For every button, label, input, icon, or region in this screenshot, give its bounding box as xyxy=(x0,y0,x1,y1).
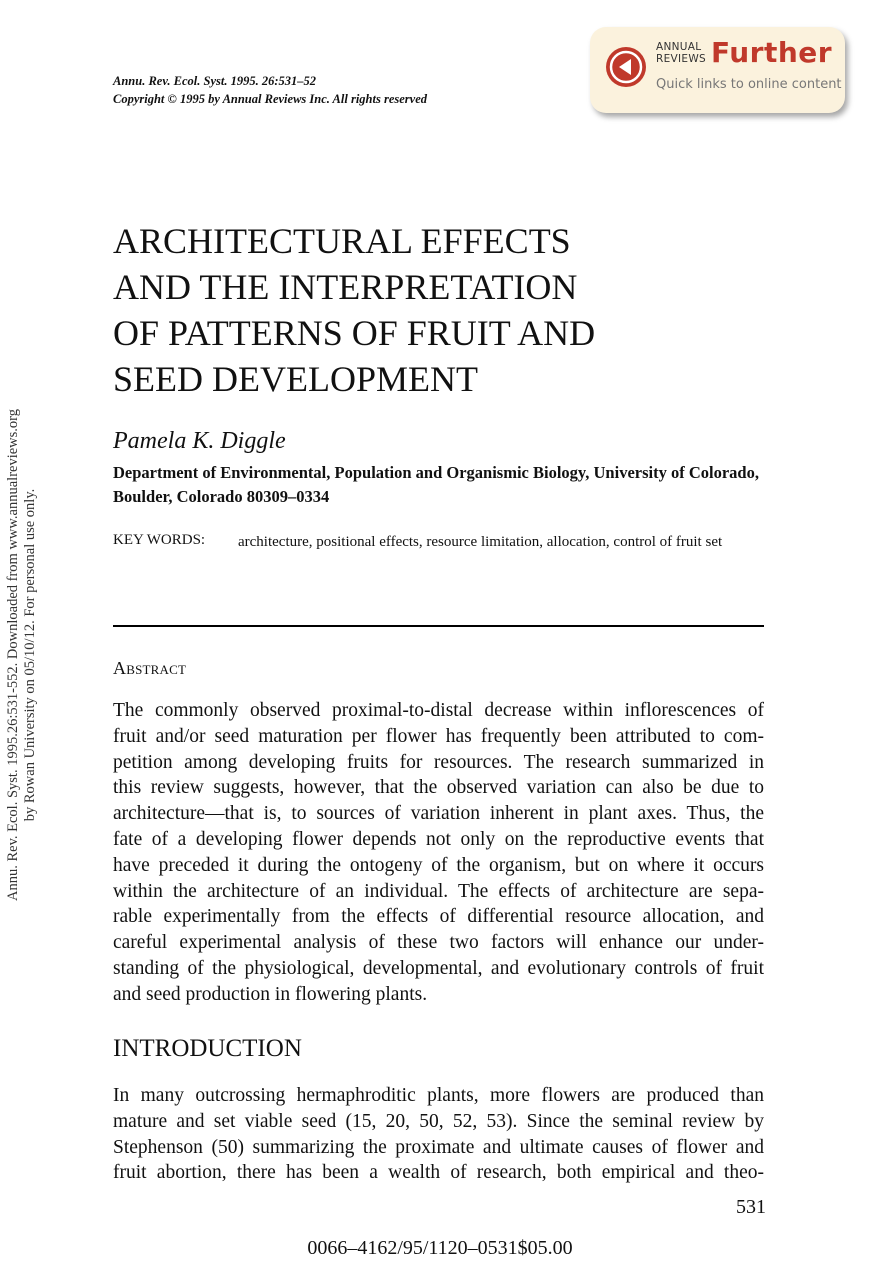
abstract-line: have preceded it during the ontogeny of the organism, but on where it occurs xyxy=(113,854,764,876)
author-affiliation: Department of Environmental, Population and Organismic Biology, University of Colorado, Boulder, Colorado 80309–0334 xyxy=(113,463,759,506)
abstract-line: petition among developing fruits for resources. The research summarized in xyxy=(113,751,764,773)
side-watermark xyxy=(5,205,55,1105)
title-line: SEED DEVELOPMENT xyxy=(113,359,478,399)
abstract-heading: Abstract xyxy=(113,658,187,678)
title-line: AND THE INTERPRETATION xyxy=(113,267,578,307)
copyright-line: Copyright © 1995 by Annual Reviews Inc. All rights reserved xyxy=(113,92,427,106)
further-tagline: Quick links to online content xyxy=(656,77,842,92)
watermark-line-2: by Rowan University on 05/10/12. For personal use only. xyxy=(22,488,38,822)
abstract-line: architecture—that is, to sources of variation inherent in plant axes. Thus, the xyxy=(113,803,764,825)
author-name: Pamela K. Diggle xyxy=(113,428,286,454)
abstract-line: fruit and/or seed maturation per flower has frequently been attributed to com- xyxy=(113,725,764,747)
intro-line: fruit abortion, there has been a wealth of research, both empirical and theo- xyxy=(113,1162,764,1184)
abstract-body xyxy=(113,698,764,1008)
annual-text: ANNUAL xyxy=(656,41,702,53)
watermark-line-1: Annu. Rev. Ecol. Syst. 1995.26:531-552. Downloaded from www.annualreviews.org xyxy=(5,409,21,901)
intro-line: In many outcrossing hermaphroditic plants, more flowers are produced than xyxy=(113,1085,764,1106)
abstract-line: The commonly observed proximal-to-distal decrease within inflorescences of xyxy=(113,700,764,721)
introduction-heading: INTRODUCTION xyxy=(113,1035,302,1062)
annual-reviews-further-badge[interactable] xyxy=(590,27,845,113)
title-line: ARCHITECTURAL EFFECTS xyxy=(113,221,571,261)
abstract-line: within the architecture of an individual. The effects of architecture are sepa- xyxy=(113,880,764,902)
journal-citation xyxy=(113,72,427,108)
further-text: Further xyxy=(711,36,833,69)
citation-line: Annu. Rev. Ecol. Syst. 1995. 26:531–52 xyxy=(113,74,317,88)
page-number: 531 xyxy=(736,1196,766,1218)
section-divider xyxy=(113,625,764,627)
abstract-line: standing of the physiological, developmental, and evolutionary controls of fruit xyxy=(113,957,764,979)
intro-line: mature and set viable seed (15, 20, 50, 52, 53). Since the seminal review by xyxy=(113,1110,764,1132)
article-code: 0066–4162/95/1120–0531$05.00 xyxy=(307,1237,573,1259)
intro-line: Stephenson (50) summarizing the proximate and ultimate causes of flower and xyxy=(113,1136,764,1158)
introduction-body xyxy=(113,1083,764,1186)
abstract-line: and seed production in flowering plants. xyxy=(113,983,428,1005)
abstract-line: rable experimentally from the effects of differential resource allocation, and xyxy=(113,906,764,928)
abstract-line: careful experimental analysis of these two factors will enhance our under- xyxy=(113,932,764,954)
article-title xyxy=(113,218,773,402)
back-arrow-circle-icon xyxy=(604,45,648,89)
keywords-label: KEY WORDS: xyxy=(113,532,206,548)
abstract-line: fate of a developing flower depends not only on the reproductive events that xyxy=(113,828,764,850)
annual-reviews-logo-text xyxy=(656,41,706,65)
keywords-text: architecture, positional effects, resource limitation, allocation, control of fruit set xyxy=(238,534,723,550)
abstract-line: this review suggests, however, that the observed variation can also be due to xyxy=(113,777,764,799)
title-line: OF PATTERNS OF FRUIT AND xyxy=(113,313,596,353)
reviews-text: REVIEWS xyxy=(656,53,706,65)
